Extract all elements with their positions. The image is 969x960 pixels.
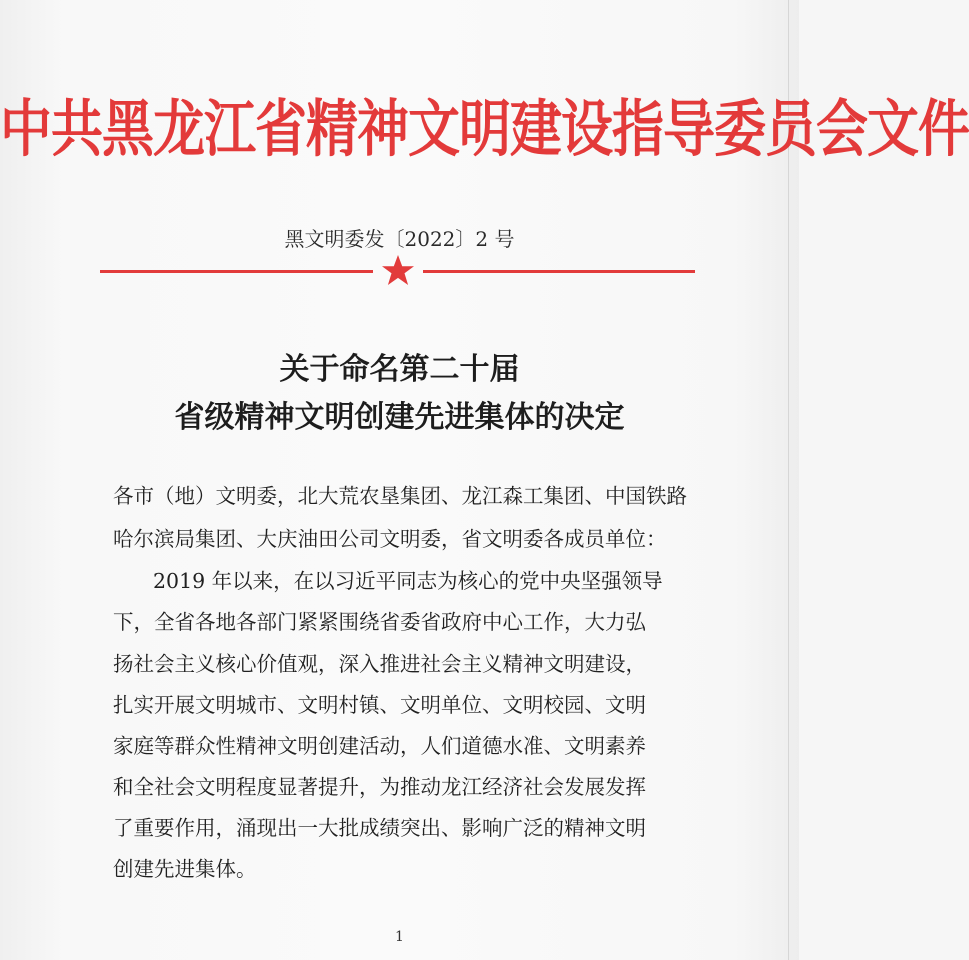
paragraph-line: 和全社会文明程度显著提升，为推动龙江经济社会发展发挥 xyxy=(113,775,646,799)
red-star-icon xyxy=(380,253,416,289)
paragraph-line: 家庭等群众性精神文明创建活动，人们道德水准、文明素养 xyxy=(113,734,646,758)
paragraph-line: 创建先进集体。 xyxy=(113,857,257,881)
document-number: 黑文明委发〔2022〕2 号 xyxy=(284,227,515,251)
red-rule-right xyxy=(423,270,695,273)
paragraph-line: 扎实开展文明城市、文明村镇、文明单位、文明校园、文明 xyxy=(113,693,646,717)
addressee-line-1: 各市（地）文明委，北大荒农垦集团、龙江森工集团、中国铁路 xyxy=(113,484,687,508)
paragraph-line: 扬社会主义核心价值观，深入推进社会主义精神文明建设， xyxy=(113,652,646,676)
paragraph-line: 了重要作用，涌现出一大批成绩突出、影响广泛的精神文明 xyxy=(113,816,646,840)
paragraph-line: 下，全省各地各部门紧紧围绕省委省政府中心工作，大力弘 xyxy=(113,610,646,634)
page-number: 1 xyxy=(395,929,404,945)
paragraph-line: 2019 年以来，在以习近平同志为核心的党中央坚强领导 xyxy=(153,569,663,593)
addressee-line-2: 哈尔滨局集团、大庆油田公司文明委，省文明委各成员单位： xyxy=(113,527,667,551)
decision-title-line-1: 关于命名第二十届 xyxy=(279,352,520,387)
red-rule-left xyxy=(100,270,373,273)
document-header-title: 中共黑龙江省精神文明建设指导委员会文件 xyxy=(0,94,969,166)
decision-title-line-2: 省级精神文明创建先进集体的决定 xyxy=(174,400,625,435)
